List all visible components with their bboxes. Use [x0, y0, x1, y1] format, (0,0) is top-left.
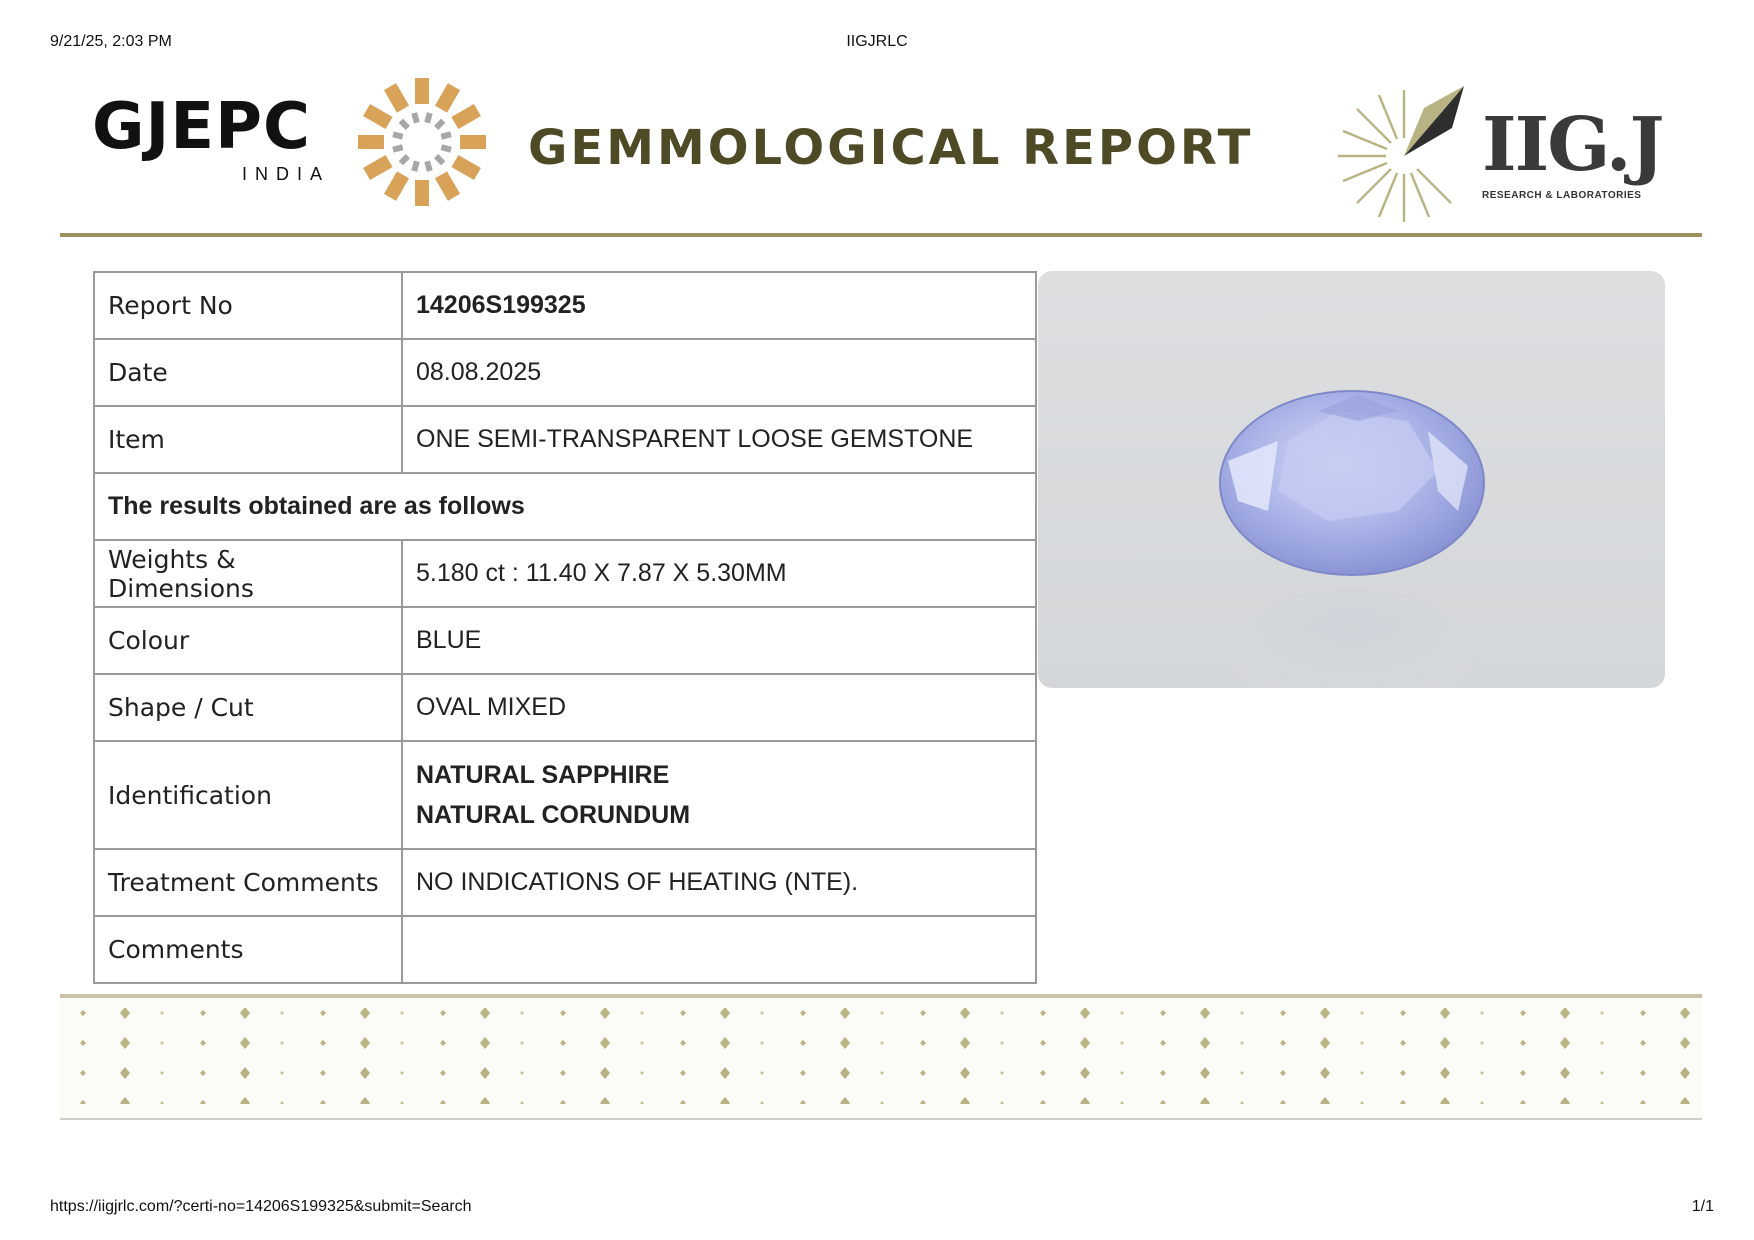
iigj-logo-mark: IIG.J [1482, 102, 1663, 188]
gemstone-photo [1038, 271, 1665, 688]
treatment-label: Treatment Comments [94, 849, 402, 916]
header-divider [60, 233, 1702, 237]
table-row-treatment [94, 849, 1036, 916]
report-no-value: 14206S199325 [402, 272, 1036, 339]
colour-label: Colour [94, 607, 402, 674]
print-page-number: 1/1 [1691, 1198, 1714, 1215]
identification-value [402, 741, 1036, 849]
shape-label: Shape / Cut [94, 674, 402, 741]
table-row-shape [94, 674, 1036, 741]
gjepc-logo-word: GJEPC [92, 90, 311, 164]
report-no-label: Report No [94, 272, 402, 339]
weights-value: 5.180 ct : 11.40 X 7.87 X 5.30MM [402, 540, 1036, 607]
starburst-icon [1332, 78, 1482, 228]
identification-line-2: NATURAL CORUNDUM [416, 801, 691, 829]
item-label: Item [94, 406, 402, 473]
iigj-logo-sub: RESEARCH & LABORATORIES [1482, 190, 1642, 201]
gjepc-logo [92, 72, 492, 212]
treatment-value: NO INDICATIONS OF HEATING (NTE). [402, 849, 1036, 916]
shape-value: OVAL MIXED [402, 674, 1036, 741]
comments-value [402, 916, 1036, 983]
weights-label: Weights & Dimensions [94, 540, 402, 607]
print-datetime: 9/21/25, 2:03 PM [50, 33, 172, 50]
table-row-weights [94, 540, 1036, 607]
colour-value: BLUE [402, 607, 1036, 674]
sunburst-icon [352, 72, 492, 212]
results-heading: The results obtained are as follows [94, 473, 1036, 540]
table-row-colour [94, 607, 1036, 674]
decorative-star-band [60, 994, 1702, 1120]
gjepc-logo-sub: INDIA [242, 164, 331, 184]
sparkle-pattern-icon [60, 998, 1702, 1118]
table-row-identification [94, 741, 1036, 849]
date-value: 08.08.2025 [402, 339, 1036, 406]
identification-label: Identification [94, 741, 402, 849]
gemstone-image [1038, 271, 1665, 688]
identification-line-1: NATURAL SAPPHIRE [416, 761, 670, 789]
table-row-date [94, 339, 1036, 406]
print-url: https://iigjrlc.com/?certi-no=14206S199325&submit=Search [50, 1198, 472, 1215]
item-value: ONE SEMI-TRANSPARENT LOOSE GEMSTONE [402, 406, 1036, 473]
iigj-logo [1332, 78, 1672, 218]
report-table [93, 271, 1037, 984]
table-row-item [94, 406, 1036, 473]
table-row-results-heading [94, 473, 1036, 540]
table-row-comments [94, 916, 1036, 983]
report-title: GEMMOLOGICAL REPORT [528, 120, 1254, 176]
table-row-report-no [94, 272, 1036, 339]
print-page-title: IIGJRLC [846, 33, 908, 50]
date-label: Date [94, 339, 402, 406]
comments-label: Comments [94, 916, 402, 983]
